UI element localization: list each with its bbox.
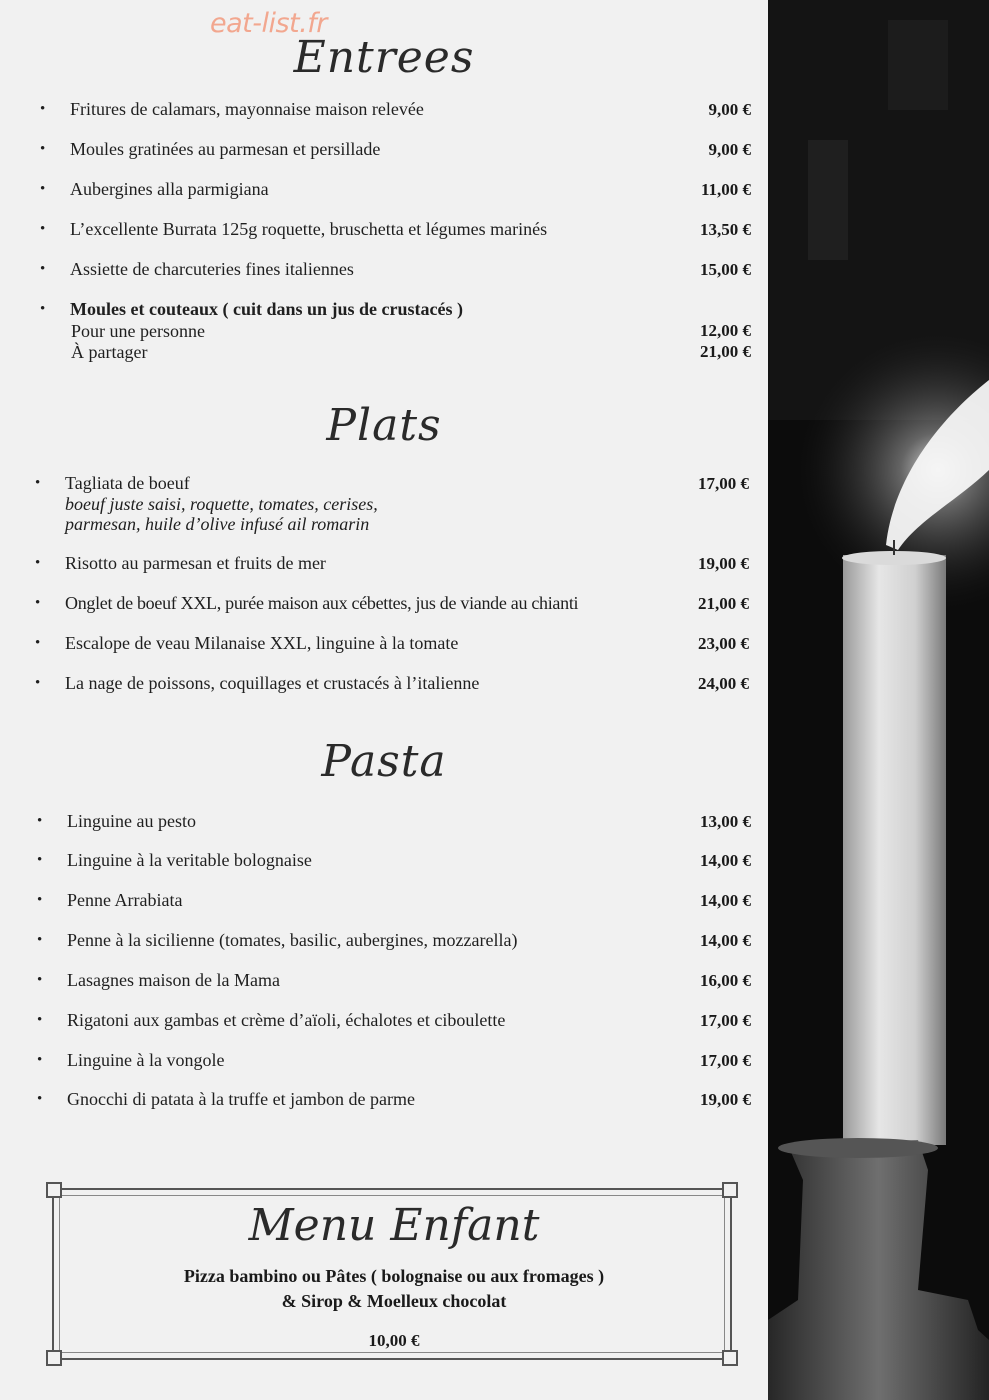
item-price: 19,00 € (700, 1090, 751, 1109)
bullet: • (37, 932, 43, 948)
section-title-plats: Plats (326, 400, 442, 451)
frame-corner (46, 1182, 62, 1198)
item-name: Onglet de boeuf XXL, purée maison aux cébettes, jus de viande au chianti (65, 593, 579, 613)
item-price: 14,00 € (700, 931, 751, 950)
bullet: • (35, 675, 41, 691)
item-name: Lasagnes maison de la Mama (67, 970, 280, 990)
item-price: 16,00 € (700, 971, 751, 990)
bullet: • (40, 261, 46, 277)
item-price: 17,00 € (698, 474, 749, 493)
frame-corner (722, 1350, 738, 1366)
item-name: Rigatoni aux gambas et crème d’aïoli, échalotes et ciboulette (67, 1010, 506, 1030)
bullet: • (35, 635, 41, 651)
watermark: eat-list.fr (210, 8, 327, 39)
item-price: 23,00 € (698, 634, 749, 653)
item-name: Risotto au parmesan et fruits de mer (65, 553, 326, 573)
item-name: Moules et couteaux ( cuit dans un jus de crustacés ) (70, 299, 463, 319)
frame-corner (722, 1182, 738, 1198)
item-name: Linguine au pesto (67, 811, 196, 831)
kids-menu-line: Pizza bambino ou Pâtes ( bolognaise ou aux fromages ) (183, 1266, 605, 1286)
bullet: • (37, 1091, 43, 1107)
item-price: 14,00 € (700, 851, 751, 870)
bullet: • (40, 181, 46, 197)
item-price: 21,00 € (698, 594, 749, 613)
bullet: • (37, 892, 43, 908)
item-option: À partager (71, 342, 148, 362)
item-price: 15,00 € (700, 260, 751, 279)
item-name: Fritures de calamars, mayonnaise maison relevée (70, 99, 424, 119)
item-name: Linguine à la veritable bolognaise (67, 850, 312, 870)
item-price: 17,00 € (700, 1011, 751, 1030)
candle-photo (768, 0, 989, 1400)
item-option: Pour une personne (71, 321, 205, 341)
item-price: 12,00 € (700, 321, 751, 340)
item-price: 9,00 € (708, 140, 751, 159)
item-name: Linguine à la vongole (67, 1050, 225, 1070)
kids-menu-title: Menu Enfant (248, 1200, 540, 1251)
bullet: • (35, 555, 41, 571)
item-price: 13,50 € (700, 220, 751, 239)
item-price: 14,00 € (700, 891, 751, 910)
item-name: Assiette de charcuteries fines italiennes (70, 259, 354, 279)
item-price: 13,00 € (700, 812, 751, 831)
item-price: 11,00 € (700, 180, 751, 199)
bullet: • (35, 475, 41, 491)
section-title-pasta: Pasta (321, 736, 447, 787)
item-name: Gnocchi di patata à la truffe et jambon de parme (67, 1089, 416, 1109)
bullet: • (37, 813, 43, 829)
candle-image (768, 0, 989, 1400)
item-price: 19,00 € (698, 554, 749, 573)
kids-menu-line: & Sirop & Moelleux chocolat (281, 1291, 507, 1311)
bullet: • (35, 595, 41, 611)
item-name: Moules gratinées au parmesan et persillade (70, 139, 381, 159)
item-description: parmesan, huile d’olive infusé ail romarin (65, 514, 370, 534)
item-price: 9,00 € (708, 100, 751, 119)
item-price: 17,00 € (700, 1051, 751, 1070)
item-description: boeuf juste saisi, roquette, tomates, cerises, (65, 494, 378, 514)
item-name: La nage de poissons, coquillages et crustacés à l’italienne (65, 673, 480, 693)
item-name: Escalope de veau Milanaise XXL, linguine à la tomate (65, 633, 459, 653)
bullet: • (40, 141, 46, 157)
kids-menu-box (52, 1188, 732, 1360)
bullet: • (37, 852, 43, 868)
item-price: 24,00 € (698, 674, 749, 693)
bullet: • (40, 221, 46, 237)
kids-menu-price: 10,00 € (368, 1331, 420, 1350)
bullet: • (37, 1052, 43, 1068)
item-name: Aubergines alla parmigiana (70, 179, 269, 199)
bullet: • (40, 301, 46, 317)
item-name: Penne à la sicilienne (tomates, basilic, aubergines, mozzarella) (67, 930, 518, 950)
bullet: • (37, 972, 43, 988)
section-title-entrees: Entrees (293, 32, 475, 83)
item-name: L’excellente Burrata 125g roquette, bruschetta et légumes marinés (70, 219, 548, 239)
frame-corner (46, 1350, 62, 1366)
item-name: Tagliata de boeuf (65, 473, 190, 493)
item-name: Penne Arrabiata (67, 890, 183, 910)
item-price: 21,00 € (700, 342, 751, 361)
bullet: • (37, 1012, 43, 1028)
bullet: • (40, 101, 46, 117)
